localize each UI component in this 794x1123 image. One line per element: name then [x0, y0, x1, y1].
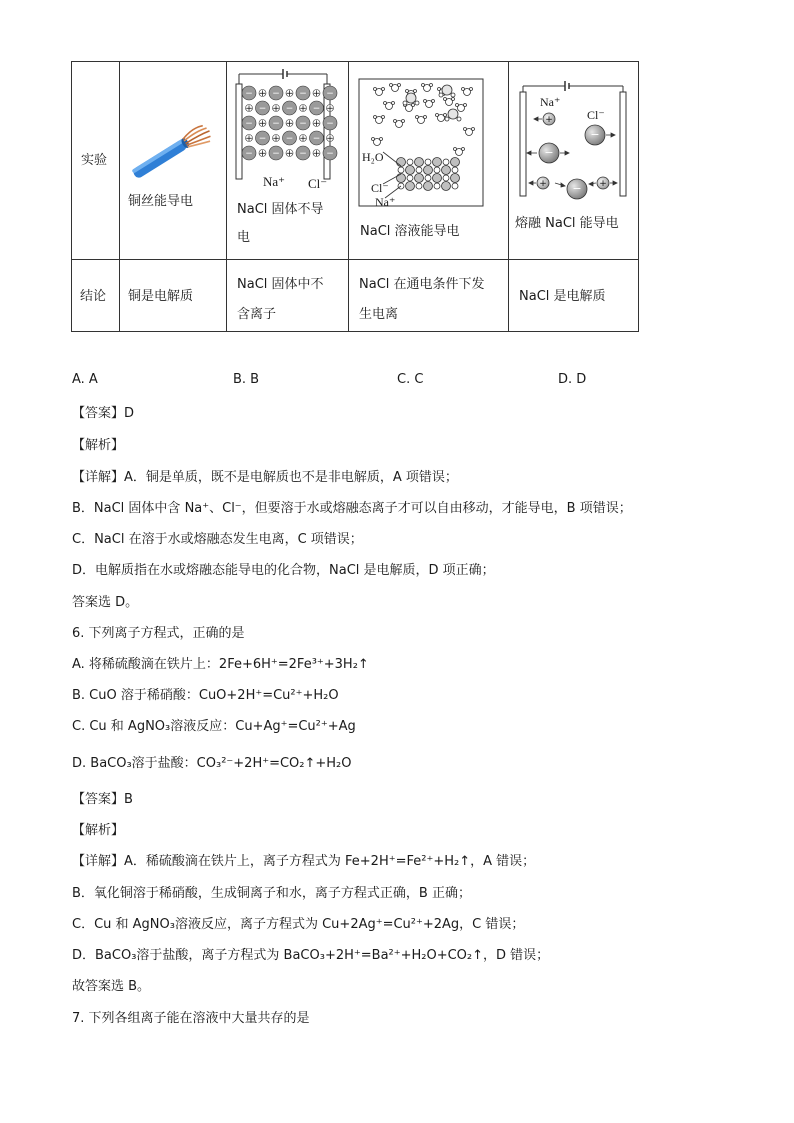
- solution-h2o-label: H₂O: [362, 150, 384, 164]
- q5-detail-d: D．电解质指在水或熔融态能导电的化合物，NaCl 是电解质，D 项正确；: [72, 563, 495, 578]
- solution-cl-label: Cl⁻: [371, 181, 389, 195]
- row-head-conclusion: [72, 260, 120, 332]
- svg-text:+: +: [299, 104, 307, 114]
- svg-text:+: +: [539, 179, 547, 189]
- q6-detail-d: D．BaCO₃溶于盐酸，离子方程式为 BaCO₃+2H⁺=Ba²⁺+H₂O+CO₂↑，D 错误；: [72, 948, 550, 963]
- q5-answer-tag: 【答案】: [72, 406, 125, 421]
- svg-text:−: −: [299, 149, 307, 159]
- molten-conclusion-cell: [509, 260, 639, 332]
- q6-option-d: D. BaCO₃溶于盐酸：CO₃²⁻+2H⁺=CO₂↑+H₂O: [72, 756, 352, 771]
- nacl-solid-cell: [227, 62, 349, 260]
- q6-detail-a: 【详解】A．稀硫酸滴在铁片上，离子方程式为 Fe+2H⁺=Fe²⁺+H₂↑，A 错误；: [72, 854, 536, 869]
- q6-detail-c: C．Cu 和 AgNO₃溶液反应，离子方程式为 Cu+2Ag⁺=Cu²⁺+2Ag，C 错误；: [72, 917, 525, 932]
- option-a: A. A: [72, 372, 98, 387]
- svg-text:+: +: [285, 119, 294, 129]
- q6-conclusion: 故答案选 B。: [72, 979, 151, 994]
- svg-text:−: −: [299, 119, 307, 129]
- svg-text:+: +: [258, 119, 267, 129]
- q6-option-a: A. 将稀硫酸滴在铁片上：2Fe+6H⁺=2Fe³⁺+3H₂↑: [72, 657, 369, 672]
- svg-text:−: −: [326, 119, 334, 129]
- svg-text:−: −: [258, 104, 267, 114]
- solid-conclusion-cell: [227, 260, 349, 332]
- row-head-experiment: [72, 62, 120, 260]
- svg-text:+: +: [312, 119, 321, 129]
- svg-text:−: −: [245, 119, 253, 129]
- svg-text:−: −: [258, 134, 267, 144]
- svg-text:−: −: [326, 149, 334, 159]
- solution-caption: NaCl 溶液能导电: [360, 224, 460, 239]
- svg-text:−: −: [272, 119, 280, 129]
- solid-conclusion-line2: 含离子: [237, 307, 277, 322]
- svg-text:−: −: [245, 149, 253, 159]
- solid-na-label: Na⁺: [263, 174, 286, 189]
- q6-answer: [72, 788, 133, 807]
- molten-nacl-cell: [509, 62, 639, 260]
- svg-text:−: −: [590, 128, 600, 141]
- svg-text:+: +: [285, 89, 294, 99]
- solution-na-label: Na⁺: [375, 195, 396, 209]
- svg-text:−: −: [272, 89, 280, 99]
- solid-caption-line1: NaCl 固体不导: [237, 202, 324, 217]
- svg-text:+: +: [258, 89, 267, 99]
- q6-option-c: C. Cu 和 AgNO₃溶液反应：Cu+Ag⁺=Cu²⁺+Ag: [72, 719, 356, 734]
- q6-analysis-tag: 【解析】: [72, 823, 125, 838]
- copper-caption: 铜丝能导电: [128, 194, 194, 209]
- svg-text:+: +: [299, 134, 307, 144]
- nacl-solution-cell: [349, 62, 509, 260]
- nacl-solid-lattice-diagram: [227, 64, 345, 199]
- q6-answer-tag: 【答案】: [72, 792, 125, 807]
- q6-stem: 6. 下列离子方程式，正确的是: [72, 626, 245, 641]
- q5-analysis-tag: 【解析】: [72, 438, 125, 453]
- copper-conclusion: 铜是电解质: [128, 289, 194, 304]
- q5-detail-a: 【详解】A．铜是单质，既不是电解质也不是非电解质，A 项错误；: [72, 470, 458, 485]
- molten-cl-label: Cl⁻: [587, 108, 605, 122]
- q6-answer-value: B: [124, 792, 133, 807]
- copper-conclusion-cell: [120, 260, 227, 332]
- svg-text:+: +: [326, 104, 334, 114]
- svg-text:−: −: [544, 146, 554, 159]
- experiment-table: [71, 61, 639, 332]
- row-head-conclusion-text: 结论: [80, 289, 107, 304]
- svg-text:+: +: [272, 104, 280, 114]
- svg-text:+: +: [599, 179, 607, 189]
- svg-text:−: −: [245, 89, 253, 99]
- svg-text:+: +: [272, 134, 280, 144]
- q6-detail-b: B．氧化铜溶于稀硝酸，生成铜离子和水，离子方程式正确，B 正确；: [72, 886, 471, 901]
- svg-text:−: −: [299, 89, 307, 99]
- solution-conclusion-line1: NaCl 在通电条件下发: [359, 277, 485, 292]
- q5-answer-value: D: [124, 406, 135, 421]
- solid-caption-line2: 电: [237, 230, 251, 245]
- svg-text:+: +: [245, 104, 253, 114]
- svg-text:−: −: [312, 134, 321, 144]
- copper-wire-image: [120, 102, 224, 202]
- option-c: C. C: [397, 372, 424, 387]
- option-d: D. D: [558, 372, 587, 387]
- svg-text:+: +: [326, 134, 334, 144]
- svg-text:−: −: [572, 182, 582, 195]
- molten-na-label: Na⁺: [540, 95, 561, 109]
- solution-conclusion-cell: [349, 260, 509, 332]
- svg-text:+: +: [245, 134, 253, 144]
- q5-answer: [72, 402, 134, 421]
- option-b: B. B: [233, 372, 260, 387]
- solid-conclusion-line1: NaCl 固体中不: [237, 277, 324, 292]
- svg-text:−: −: [326, 89, 334, 99]
- copper-wire-cell: [120, 62, 227, 260]
- molten-conclusion: NaCl 是电解质: [519, 289, 606, 304]
- q6-option-b: B. CuO 溶于稀硝酸：CuO+2H⁺=Cu²⁺+H₂O: [72, 688, 339, 703]
- svg-text:+: +: [312, 149, 321, 159]
- svg-text:+: +: [312, 89, 321, 99]
- svg-text:+: +: [545, 115, 553, 125]
- q5-conclusion: 答案选 D。: [72, 595, 139, 610]
- molten-nacl-diagram: [509, 62, 637, 202]
- svg-text:−: −: [272, 149, 280, 159]
- molten-caption: 熔融 NaCl 能导电: [515, 216, 619, 231]
- svg-text:−: −: [285, 134, 294, 144]
- svg-text:−: −: [285, 104, 294, 114]
- solution-conclusion-line2: 生电离: [359, 307, 399, 322]
- svg-text:+: +: [258, 149, 267, 159]
- q5-detail-c: C．NaCl 在溶于水或熔融态发生电离，C 项错误；: [72, 532, 363, 547]
- svg-text:−: −: [312, 104, 321, 114]
- row-head-experiment-text: 实验: [81, 153, 108, 168]
- svg-text:+: +: [285, 149, 294, 159]
- solid-cl-label: Cl⁻: [308, 176, 328, 191]
- q5-detail-b: B．NaCl 固体中含 Na⁺、Cl⁻，但要溶于水或熔融态离子才可以自由移动，才能导电，B 项错误；: [72, 501, 632, 516]
- q7-stem: 7. 下列各组离子能在溶液中大量共存的是: [72, 1011, 310, 1026]
